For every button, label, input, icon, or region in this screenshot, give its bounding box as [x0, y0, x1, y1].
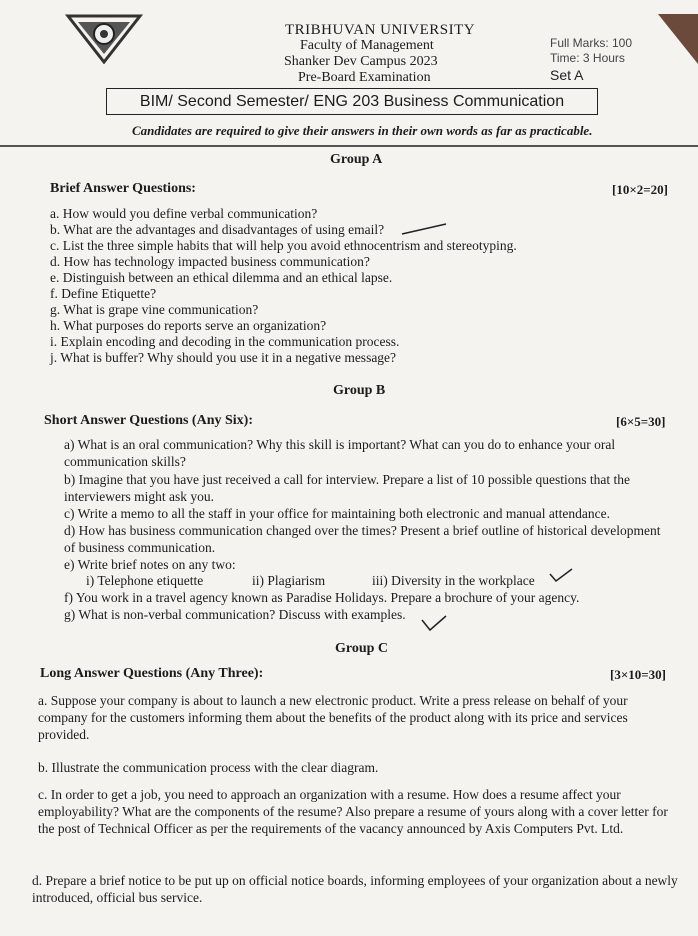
header-divider: [0, 145, 698, 147]
group-b-marks: [6×5=30]: [616, 414, 666, 429]
question-c-d: d. Prepare a brief notice to be put up on official notice boards, informing employees of your organization about a newly introduced, official bus service.: [32, 873, 678, 905]
question-a-f: f. Define Etiquette?: [50, 286, 157, 301]
group-c-section: Long Answer Questions (Any Three):: [40, 666, 264, 681]
question-a-e: e. Distinguish between an ethical dilemma and an ethical lapse.: [50, 270, 393, 285]
note-diversity: iii) Diversity in the workplace: [372, 573, 535, 588]
question-a-j: j. What is buffer? Why should you use it in a negative message?: [50, 350, 397, 365]
question-c-b: b. Illustrate the communication process with the clear diagram.: [38, 760, 379, 775]
note-plagiarism: ii) Plagiarism: [252, 573, 326, 588]
university-name: TRIBHUVAN UNIVERSITY: [285, 22, 476, 38]
time-allowed: Time: 3 Hours: [550, 51, 625, 65]
question-b-c: c) Write a memo to all the staff in your office for maintaining both electronic and manual attendance.: [64, 506, 611, 521]
group-a-marks: [10×2=20]: [612, 182, 668, 197]
question-a-g: g. What is grape vine communication?: [50, 302, 259, 317]
exam-set: Set A: [550, 67, 584, 83]
campus-name: Shanker Dev Campus 2023: [284, 54, 438, 69]
question-b-g: g) What is non-verbal communication? Discuss with examples.: [64, 607, 406, 622]
question-b-f: f) You work in a travel agency known as Paradise Holidays. Prepare a brochure of your agency.: [64, 590, 580, 605]
question-a-a: a. How would you define verbal communication?: [50, 206, 318, 221]
check-mark: [420, 612, 448, 634]
check-mark: [548, 566, 574, 584]
group-c-marks: [3×10=30]: [610, 667, 666, 682]
group-b-heading: Group B: [333, 383, 386, 398]
group-a-section: Brief Answer Questions:: [50, 181, 196, 196]
question-a-h: h. What purposes do reports serve an organization?: [50, 318, 327, 333]
full-marks: Full Marks: 100: [550, 36, 633, 50]
question-b-d: d) How has business communication changed over the times? Present a brief outline of historical development of business communication.: [64, 523, 661, 555]
question-a-i: i. Explain encoding and decoding in the communication process.: [50, 334, 400, 349]
instruction-text: Candidates are required to give their answers in their own words as far as practicable.: [132, 123, 593, 138]
exam-name: Pre-Board Examination: [298, 70, 431, 85]
group-c-heading: Group C: [335, 641, 389, 656]
question-a-d: d. How has technology impacted business communication?: [50, 254, 370, 269]
question-c-a: a. Suppose your company is about to launch a new electronic product. Write a press release on behalf of your company for the customers informing them about the benefits of the product along with its price and services provided.: [38, 693, 628, 742]
question-a-c: c. List the three simple habits that will help you avoid ethnocentrism and stereotyping.: [50, 238, 517, 253]
page-corner-shadow: [658, 14, 698, 64]
question-b-b: b) Imagine that you have just received a call for interview. Prepare a list of 10 possible questions that the interviewers might ask you.: [64, 472, 630, 504]
course-title: BIM/ Second Semester/ ENG 203 Business Communication: [106, 88, 598, 115]
question-a-b: b. What are the advantages and disadvantages of using email?: [50, 222, 385, 237]
university-logo: [64, 12, 144, 64]
faculty-name: Faculty of Management: [300, 38, 434, 53]
pen-mark: [400, 220, 450, 240]
note-telephone-etiquette: i) Telephone etiquette: [86, 573, 204, 588]
group-b-section: Short Answer Questions (Any Six):: [44, 413, 253, 428]
question-b-e: e) Write brief notes on any two:: [64, 557, 236, 572]
question-b-a: a) What is an oral communication? Why this skill is important? What can you do to enhance your oral communication skills?: [64, 437, 616, 469]
group-a-heading: Group A: [330, 152, 383, 167]
question-c-c: c. In order to get a job, you need to approach an organization with a resume. How does a resume affect your employability? What are the components of the resume? Also prepare a resume of yours along with a cover letter for the post of Technical Officer as per the requirements of the vacancy announced by Axis Computers Pvt. Ltd.: [38, 787, 668, 836]
